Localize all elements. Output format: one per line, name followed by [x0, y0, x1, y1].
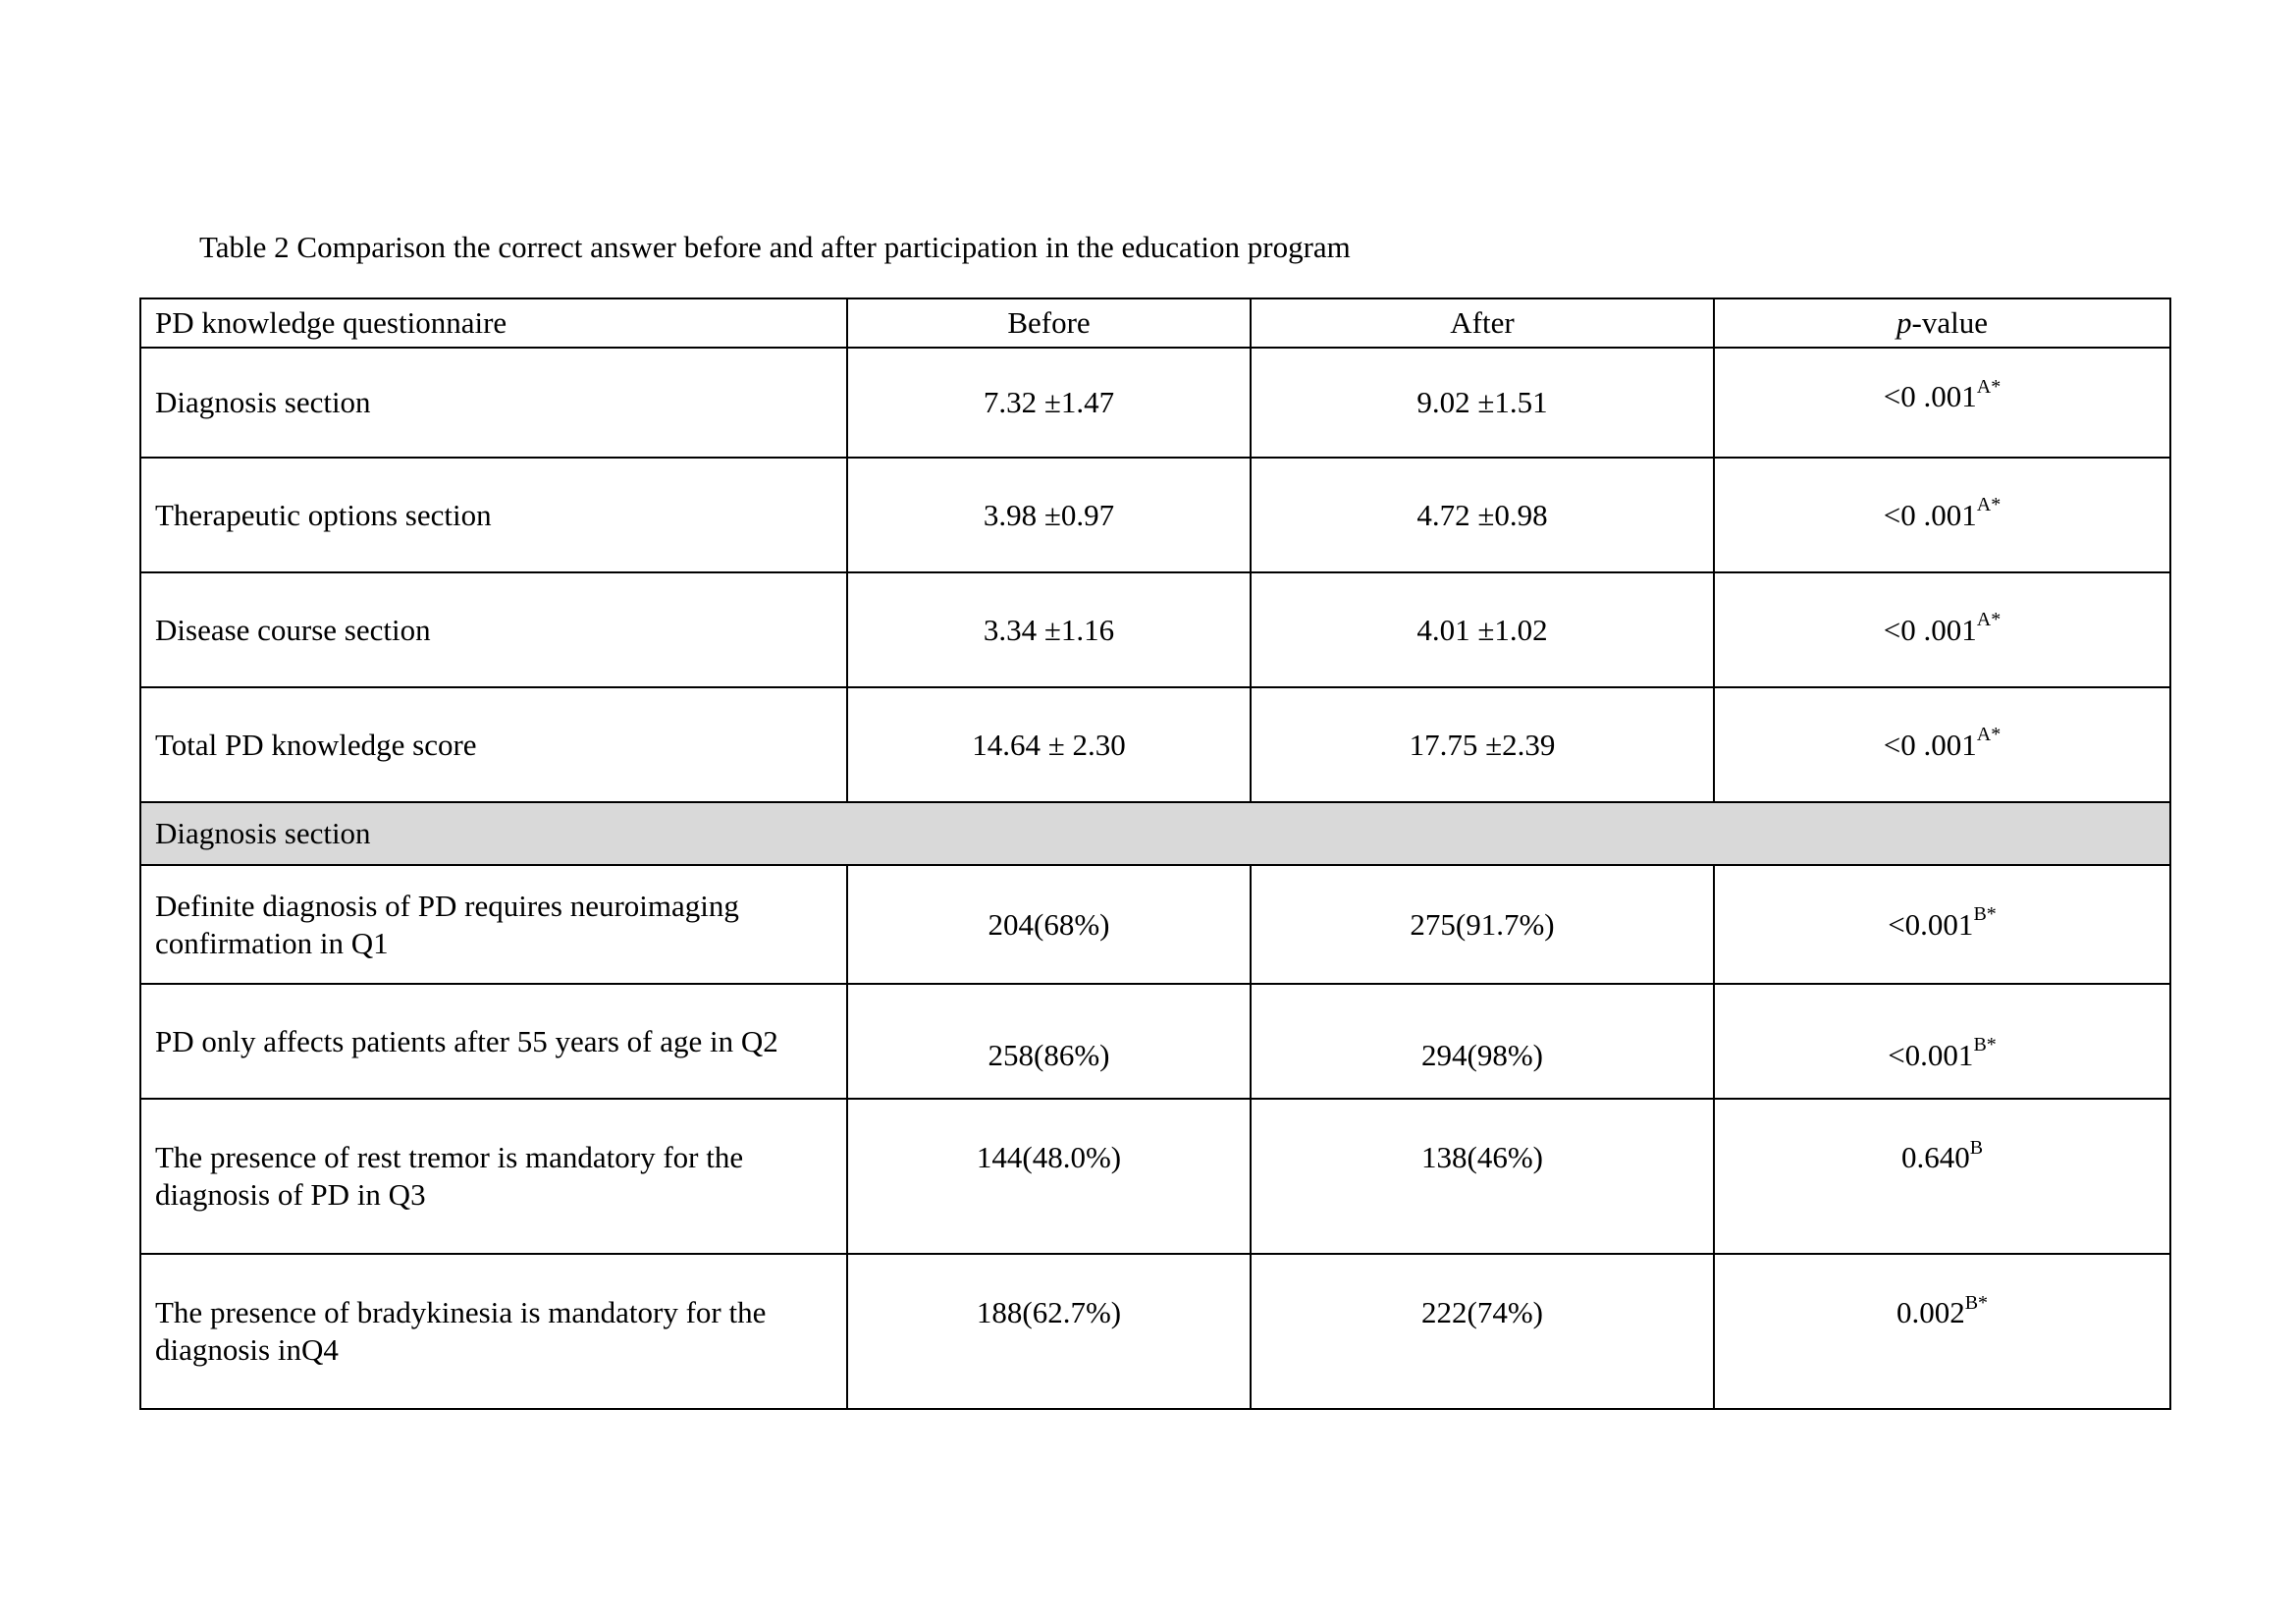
- row-p-value: [1714, 984, 2170, 1099]
- table-row: [140, 348, 2170, 458]
- table-row: [140, 865, 2170, 984]
- row-label: Total PD knowledge score: [140, 687, 847, 802]
- question-label: Definite diagnosis of PD requires neuroimaging confirmation in Q1: [140, 865, 847, 984]
- row-after: 9.02 ±1.51: [1251, 348, 1714, 458]
- table-row: [140, 572, 2170, 687]
- row-label: Disease course section: [140, 572, 847, 687]
- row-label: Therapeutic options section: [140, 458, 847, 572]
- p-value-text: <0.001: [1888, 1037, 1974, 1072]
- row-after: 17.75 ±2.39: [1251, 687, 1714, 802]
- table-caption: Table 2 Comparison the correct answer before and after participation in the education program: [199, 230, 1351, 264]
- table-row: [140, 458, 2170, 572]
- p-value-text: 0.640: [1900, 1140, 1970, 1174]
- row-after: 222(74%): [1251, 1254, 1714, 1409]
- p-value-sup: A*: [1976, 609, 2002, 631]
- row-before: 144(48.0%): [847, 1099, 1251, 1254]
- p-value-text: 0.002: [1896, 1295, 1965, 1329]
- table-row: [140, 984, 2170, 1099]
- p-value-sup: A*: [1976, 494, 2002, 516]
- question-label: The presence of bradykinesia is mandatory for the diagnosis inQ4: [140, 1254, 847, 1409]
- row-before: 258(86%): [847, 984, 1251, 1099]
- row-p-value: [1714, 458, 2170, 572]
- header-p-value: [1714, 298, 2170, 348]
- p-value-sup: A*: [1976, 375, 2002, 398]
- header-row: [140, 298, 2170, 348]
- row-after: 4.72 ±0.98: [1251, 458, 1714, 572]
- p-value-sup: B*: [1973, 1034, 1997, 1056]
- p-value-sup: B*: [1973, 903, 1997, 926]
- row-before: 188(62.7%): [847, 1254, 1251, 1409]
- section-row: [140, 802, 2170, 865]
- p-value-text: <0 .001: [1883, 379, 1977, 413]
- p-value-text: <0 .001: [1883, 727, 1977, 762]
- p-value-text: <0.001: [1888, 906, 1974, 942]
- row-before: 14.64 ± 2.30: [847, 687, 1251, 802]
- p-suffix: -value: [1911, 305, 1988, 340]
- p-value-sup: A*: [1976, 724, 2002, 746]
- row-p-value: [1714, 572, 2170, 687]
- header-before: Before: [847, 298, 1251, 348]
- row-before: 7.32 ±1.47: [847, 348, 1251, 458]
- p-italic: p: [1896, 305, 1912, 340]
- row-after: 294(98%): [1251, 984, 1714, 1099]
- row-p-value: [1714, 865, 2170, 984]
- row-after: 4.01 ±1.02: [1251, 572, 1714, 687]
- row-label: Diagnosis section: [140, 348, 847, 458]
- row-after: 275(91.7%): [1251, 865, 1714, 984]
- section-title: Diagnosis section: [140, 802, 2170, 865]
- row-p-value: [1714, 348, 2170, 458]
- question-label: The presence of rest tremor is mandatory for the diagnosis of PD in Q3: [140, 1099, 847, 1254]
- p-value-sup: B*: [1964, 1291, 1989, 1314]
- row-after: 138(46%): [1251, 1099, 1714, 1254]
- table-row: [140, 1099, 2170, 1254]
- row-before: 204(68%): [847, 865, 1251, 984]
- p-value-text: <0 .001: [1883, 612, 1977, 647]
- p-value-text: <0 .001: [1883, 497, 1977, 532]
- row-p-value: [1714, 1254, 2170, 1409]
- header-after: After: [1251, 298, 1714, 348]
- row-before: 3.98 ±0.97: [847, 458, 1251, 572]
- p-value-sup: B: [1969, 1136, 1984, 1159]
- table-row: [140, 687, 2170, 802]
- row-before: 3.34 ±1.16: [847, 572, 1251, 687]
- row-p-value: [1714, 1099, 2170, 1254]
- header-questionnaire: PD knowledge questionnaire: [140, 298, 847, 348]
- question-label: PD only affects patients after 55 years of age in Q2: [140, 984, 847, 1099]
- table-row: [140, 1254, 2170, 1409]
- row-p-value: [1714, 687, 2170, 802]
- results-table: [139, 298, 2171, 1410]
